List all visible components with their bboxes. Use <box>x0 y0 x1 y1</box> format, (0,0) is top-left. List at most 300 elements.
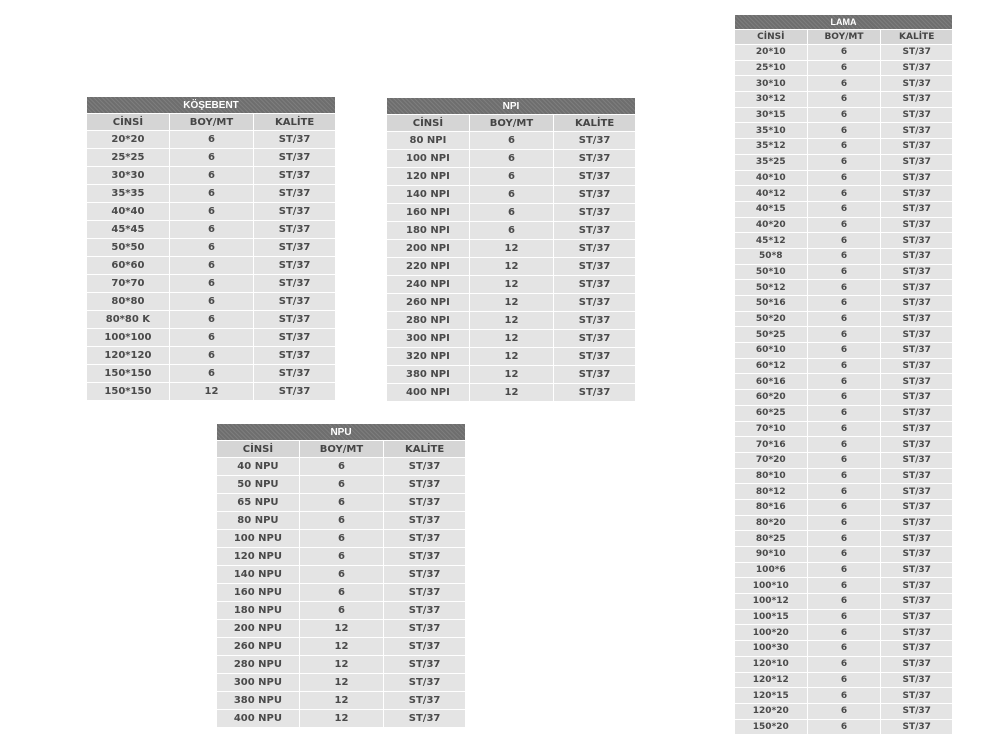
cell-cinsi: 50*20 <box>735 311 807 327</box>
table-row <box>217 565 465 583</box>
cell-kalite: ST/37 <box>553 293 635 311</box>
cell-kalite: ST/37 <box>253 166 335 184</box>
cell-cinsi: 120*120 <box>87 346 169 364</box>
cell-cinsi: 100*6 <box>735 562 807 578</box>
table-row <box>217 511 465 529</box>
cell-boy-mt: 12 <box>299 691 383 709</box>
cell-kalite: ST/37 <box>253 256 335 274</box>
table-row <box>735 703 952 719</box>
cell-boy-mt: 6 <box>807 154 881 170</box>
table-row <box>387 185 635 203</box>
cell-cinsi: 90*10 <box>735 546 807 562</box>
table-row <box>87 256 335 274</box>
cell-kalite: ST/37 <box>880 546 952 562</box>
cell-boy-mt: 6 <box>469 203 553 221</box>
column-header-kalite: KALİTE <box>880 29 952 44</box>
table-row <box>735 358 952 374</box>
table-row <box>387 329 635 347</box>
cell-boy-mt: 12 <box>469 257 553 275</box>
cell-cinsi: 45*12 <box>735 232 807 248</box>
table-row <box>387 149 635 167</box>
cell-kalite: ST/37 <box>383 691 465 709</box>
table-row <box>735 326 952 342</box>
cell-cinsi: 35*35 <box>87 184 169 202</box>
cell-cinsi: 80*16 <box>735 499 807 515</box>
cell-kalite: ST/37 <box>880 593 952 609</box>
cell-boy-mt: 6 <box>469 185 553 203</box>
cell-kalite: ST/37 <box>880 672 952 688</box>
column-header-cinsi: CİNSİ <box>735 29 807 44</box>
cell-boy-mt: 12 <box>469 365 553 383</box>
cell-boy-mt: 6 <box>469 149 553 167</box>
table-row <box>87 220 335 238</box>
cell-kalite: ST/37 <box>880 232 952 248</box>
table-row <box>735 232 952 248</box>
cell-kalite: ST/37 <box>880 107 952 123</box>
cell-cinsi: 70*16 <box>735 436 807 452</box>
cell-kalite: ST/37 <box>880 122 952 138</box>
cell-cinsi: 260 NPI <box>387 293 469 311</box>
cell-boy-mt: 6 <box>807 562 881 578</box>
cell-boy-mt: 6 <box>807 421 881 437</box>
column-header-cinsi: CİNSİ <box>87 113 169 130</box>
cell-boy-mt: 6 <box>169 346 253 364</box>
table-row <box>735 389 952 405</box>
cell-kalite: ST/37 <box>383 493 465 511</box>
cell-kalite: ST/37 <box>880 170 952 186</box>
cell-boy-mt: 12 <box>469 293 553 311</box>
cell-cinsi: 35*10 <box>735 122 807 138</box>
column-header-cinsi: CİNSİ <box>387 114 469 131</box>
cell-kalite: ST/37 <box>383 709 465 727</box>
column-header-boy-mt: BOY/MT <box>169 113 253 130</box>
cell-cinsi: 80*20 <box>735 515 807 531</box>
cell-cinsi: 100*15 <box>735 609 807 625</box>
cell-kalite: ST/37 <box>880 60 952 76</box>
cell-kalite: ST/37 <box>253 346 335 364</box>
table-row <box>87 292 335 310</box>
cell-cinsi: 20*10 <box>735 44 807 60</box>
cell-boy-mt: 12 <box>299 619 383 637</box>
cell-boy-mt: 6 <box>169 256 253 274</box>
cell-boy-mt: 6 <box>169 292 253 310</box>
table-row <box>387 347 635 365</box>
cell-boy-mt: 6 <box>807 122 881 138</box>
cell-boy-mt: 6 <box>807 326 881 342</box>
cell-kalite: ST/37 <box>880 373 952 389</box>
cell-boy-mt: 6 <box>807 719 881 735</box>
cell-kalite: ST/37 <box>880 468 952 484</box>
cell-kalite: ST/37 <box>880 499 952 515</box>
cell-kalite: ST/37 <box>253 328 335 346</box>
cell-boy-mt: 6 <box>807 499 881 515</box>
cell-boy-mt: 6 <box>299 583 383 601</box>
cell-cinsi: 160 NPU <box>217 583 299 601</box>
cell-kalite: ST/37 <box>880 201 952 217</box>
cell-boy-mt: 12 <box>469 383 553 401</box>
table-row <box>217 637 465 655</box>
cell-kalite: ST/37 <box>553 203 635 221</box>
cell-boy-mt: 6 <box>807 436 881 452</box>
cell-kalite: ST/37 <box>880 405 952 421</box>
column-header-cinsi: CİNSİ <box>217 440 299 457</box>
cell-kalite: ST/37 <box>880 264 952 280</box>
table-row <box>217 601 465 619</box>
cell-cinsi: 45*45 <box>87 220 169 238</box>
cell-boy-mt: 6 <box>807 170 881 186</box>
cell-kalite: ST/37 <box>253 220 335 238</box>
cell-cinsi: 50*50 <box>87 238 169 256</box>
table-row <box>735 107 952 123</box>
table-row <box>735 624 952 640</box>
cell-cinsi: 50*8 <box>735 248 807 264</box>
cell-cinsi: 40*40 <box>87 202 169 220</box>
cell-kalite: ST/37 <box>383 601 465 619</box>
table-row <box>387 203 635 221</box>
cell-cinsi: 50*10 <box>735 264 807 280</box>
cell-kalite: ST/37 <box>880 624 952 640</box>
table-row <box>387 365 635 383</box>
cell-boy-mt: 6 <box>807 530 881 546</box>
cell-cinsi: 140 NPU <box>217 565 299 583</box>
cell-boy-mt: 6 <box>807 311 881 327</box>
cell-boy-mt: 6 <box>807 389 881 405</box>
cell-boy-mt: 6 <box>807 358 881 374</box>
table-row <box>387 311 635 329</box>
table-row <box>735 217 952 233</box>
cell-boy-mt: 6 <box>169 328 253 346</box>
cell-cinsi: 30*30 <box>87 166 169 184</box>
cell-kalite: ST/37 <box>253 382 335 400</box>
table-row <box>735 91 952 107</box>
cell-kalite: ST/37 <box>880 483 952 499</box>
cell-cinsi: 200 NPI <box>387 239 469 257</box>
table-row <box>735 311 952 327</box>
cell-cinsi: 80*12 <box>735 483 807 499</box>
cell-boy-mt: 6 <box>807 201 881 217</box>
cell-cinsi: 40*15 <box>735 201 807 217</box>
cell-boy-mt: 6 <box>807 483 881 499</box>
cell-kalite: ST/37 <box>880 421 952 437</box>
table-row <box>735 672 952 688</box>
cell-kalite: ST/37 <box>253 364 335 382</box>
cell-boy-mt: 6 <box>299 511 383 529</box>
table-row <box>87 238 335 256</box>
cell-kalite: ST/37 <box>880 719 952 735</box>
cell-boy-mt: 12 <box>469 239 553 257</box>
table-row <box>735 138 952 154</box>
cell-boy-mt: 6 <box>299 601 383 619</box>
cell-boy-mt: 6 <box>169 184 253 202</box>
cell-cinsi: 25*25 <box>87 148 169 166</box>
cell-cinsi: 100 NPI <box>387 149 469 167</box>
cell-cinsi: 80*10 <box>735 468 807 484</box>
cell-kalite: ST/37 <box>553 149 635 167</box>
cell-kalite: ST/37 <box>553 185 635 203</box>
table-row <box>87 382 335 400</box>
cell-cinsi: 240 NPI <box>387 275 469 293</box>
cell-cinsi: 40 NPU <box>217 457 299 475</box>
cell-kalite: ST/37 <box>253 130 335 148</box>
cell-boy-mt: 12 <box>469 311 553 329</box>
cell-kalite: ST/37 <box>553 383 635 401</box>
cell-boy-mt: 6 <box>169 238 253 256</box>
cell-boy-mt: 6 <box>169 310 253 328</box>
cell-cinsi: 320 NPI <box>387 347 469 365</box>
cell-kalite: ST/37 <box>880 609 952 625</box>
cell-boy-mt: 6 <box>807 232 881 248</box>
cell-kalite: ST/37 <box>880 515 952 531</box>
table-row <box>735 515 952 531</box>
table-title: LAMA <box>735 15 952 29</box>
cell-boy-mt: 12 <box>469 329 553 347</box>
table-title: KÖŞEBENT <box>87 97 335 113</box>
cell-boy-mt: 6 <box>807 624 881 640</box>
table-row <box>217 547 465 565</box>
column-header-kalite: KALİTE <box>383 440 465 457</box>
table-title: NPU <box>217 424 465 440</box>
table-row <box>87 184 335 202</box>
cell-kalite: ST/37 <box>553 329 635 347</box>
cell-cinsi: 70*70 <box>87 274 169 292</box>
cell-boy-mt: 6 <box>299 493 383 511</box>
cell-kalite: ST/37 <box>383 583 465 601</box>
cell-cinsi: 380 NPU <box>217 691 299 709</box>
cell-boy-mt: 12 <box>169 382 253 400</box>
cell-boy-mt: 6 <box>807 546 881 562</box>
table-row <box>735 75 952 91</box>
cell-boy-mt: 6 <box>469 131 553 149</box>
cell-boy-mt: 12 <box>299 709 383 727</box>
cell-kalite: ST/37 <box>880 342 952 358</box>
cell-boy-mt: 6 <box>169 364 253 382</box>
cell-cinsi: 120 NPI <box>387 167 469 185</box>
cell-kalite: ST/37 <box>553 365 635 383</box>
table-row <box>217 619 465 637</box>
cell-kalite: ST/37 <box>880 452 952 468</box>
cell-cinsi: 80 NPI <box>387 131 469 149</box>
cell-kalite: ST/37 <box>553 257 635 275</box>
cell-boy-mt: 6 <box>807 91 881 107</box>
cell-cinsi: 150*20 <box>735 719 807 735</box>
table-row <box>735 546 952 562</box>
cell-kalite: ST/37 <box>880 326 952 342</box>
cell-kalite: ST/37 <box>383 475 465 493</box>
cell-kalite: ST/37 <box>383 511 465 529</box>
cell-cinsi: 80*25 <box>735 530 807 546</box>
table-row <box>87 166 335 184</box>
cell-cinsi: 100*100 <box>87 328 169 346</box>
cell-kalite: ST/37 <box>880 389 952 405</box>
table-row <box>735 640 952 656</box>
table-row <box>735 122 952 138</box>
cell-kalite: ST/37 <box>880 154 952 170</box>
cell-boy-mt: 6 <box>169 220 253 238</box>
table-row <box>87 328 335 346</box>
table-row <box>735 170 952 186</box>
cell-boy-mt: 6 <box>807 75 881 91</box>
cell-kalite: ST/37 <box>880 248 952 264</box>
column-header-boy-mt: BOY/MT <box>299 440 383 457</box>
cell-cinsi: 30*12 <box>735 91 807 107</box>
cell-kalite: ST/37 <box>553 131 635 149</box>
cell-cinsi: 120*12 <box>735 672 807 688</box>
cell-boy-mt: 6 <box>807 295 881 311</box>
cell-kalite: ST/37 <box>253 202 335 220</box>
cell-cinsi: 280 NPI <box>387 311 469 329</box>
cell-kalite: ST/37 <box>880 311 952 327</box>
cell-kalite: ST/37 <box>253 274 335 292</box>
table-row <box>217 655 465 673</box>
cell-cinsi: 60*25 <box>735 405 807 421</box>
table-row <box>87 130 335 148</box>
table-row <box>217 583 465 601</box>
cell-cinsi: 50*16 <box>735 295 807 311</box>
cell-boy-mt: 6 <box>807 640 881 656</box>
cell-boy-mt: 6 <box>807 405 881 421</box>
cell-boy-mt: 12 <box>299 655 383 673</box>
cell-kalite: ST/37 <box>880 138 952 154</box>
cell-cinsi: 300 NPU <box>217 673 299 691</box>
cell-kalite: ST/37 <box>880 44 952 60</box>
npi-table <box>387 98 635 401</box>
cell-cinsi: 40*12 <box>735 185 807 201</box>
cell-boy-mt: 12 <box>469 275 553 293</box>
cell-cinsi: 100 NPU <box>217 529 299 547</box>
cell-boy-mt: 6 <box>807 672 881 688</box>
cell-cinsi: 60*12 <box>735 358 807 374</box>
column-header-kalite: KALİTE <box>553 114 635 131</box>
table-row <box>217 457 465 475</box>
cell-boy-mt: 6 <box>299 529 383 547</box>
table-row <box>217 709 465 727</box>
cell-kalite: ST/37 <box>253 310 335 328</box>
table-row <box>735 530 952 546</box>
table-row <box>735 185 952 201</box>
cell-kalite: ST/37 <box>553 221 635 239</box>
cell-cinsi: 380 NPI <box>387 365 469 383</box>
cell-kalite: ST/37 <box>383 619 465 637</box>
cell-boy-mt: 6 <box>807 248 881 264</box>
table-row <box>735 452 952 468</box>
cell-cinsi: 120*10 <box>735 656 807 672</box>
cell-cinsi: 60*20 <box>735 389 807 405</box>
table-row <box>735 201 952 217</box>
table-row <box>87 274 335 292</box>
cell-kalite: ST/37 <box>383 529 465 547</box>
cell-boy-mt: 6 <box>807 373 881 389</box>
cell-boy-mt: 6 <box>299 457 383 475</box>
column-header-boy-mt: BOY/MT <box>807 29 881 44</box>
cell-cinsi: 100*30 <box>735 640 807 656</box>
cell-kalite: ST/37 <box>253 238 335 256</box>
cell-cinsi: 30*10 <box>735 75 807 91</box>
cell-boy-mt: 6 <box>807 452 881 468</box>
table-row <box>87 364 335 382</box>
cell-cinsi: 300 NPI <box>387 329 469 347</box>
cell-boy-mt: 6 <box>169 130 253 148</box>
table-row <box>217 529 465 547</box>
cell-kalite: ST/37 <box>383 547 465 565</box>
npu-table <box>217 424 465 727</box>
cell-kalite: ST/37 <box>880 703 952 719</box>
table-row <box>735 499 952 515</box>
cell-boy-mt: 6 <box>807 185 881 201</box>
cell-kalite: ST/37 <box>253 292 335 310</box>
cell-kalite: ST/37 <box>253 184 335 202</box>
cell-boy-mt: 6 <box>299 547 383 565</box>
table-row <box>387 167 635 185</box>
cell-cinsi: 280 NPU <box>217 655 299 673</box>
table-row <box>735 248 952 264</box>
table-row <box>387 275 635 293</box>
cell-kalite: ST/37 <box>880 217 952 233</box>
cell-cinsi: 150*150 <box>87 382 169 400</box>
cell-kalite: ST/37 <box>880 577 952 593</box>
cell-kalite: ST/37 <box>880 358 952 374</box>
cell-cinsi: 65 NPU <box>217 493 299 511</box>
cell-cinsi: 60*60 <box>87 256 169 274</box>
cell-cinsi: 220 NPI <box>387 257 469 275</box>
cell-kalite: ST/37 <box>880 562 952 578</box>
cell-cinsi: 180 NPI <box>387 221 469 239</box>
cell-boy-mt: 6 <box>299 565 383 583</box>
table-row <box>735 609 952 625</box>
table-row <box>387 293 635 311</box>
cell-kalite: ST/37 <box>880 279 952 295</box>
table-row <box>387 383 635 401</box>
cell-cinsi: 40*20 <box>735 217 807 233</box>
table-row <box>217 475 465 493</box>
cell-kalite: ST/37 <box>880 640 952 656</box>
cell-boy-mt: 6 <box>469 167 553 185</box>
table-row <box>735 295 952 311</box>
cell-boy-mt: 6 <box>807 593 881 609</box>
lama-table <box>735 15 952 734</box>
table-row <box>735 562 952 578</box>
table-row <box>87 346 335 364</box>
cell-cinsi: 50*25 <box>735 326 807 342</box>
table-row <box>735 154 952 170</box>
cell-kalite: ST/37 <box>553 239 635 257</box>
table-row <box>735 405 952 421</box>
cell-kalite: ST/37 <box>383 637 465 655</box>
cell-boy-mt: 6 <box>299 475 383 493</box>
table-row <box>735 656 952 672</box>
cell-kalite: ST/37 <box>880 91 952 107</box>
cell-boy-mt: 6 <box>807 656 881 672</box>
table-row <box>735 44 952 60</box>
table-row <box>735 593 952 609</box>
table-row <box>87 202 335 220</box>
cell-kalite: ST/37 <box>880 75 952 91</box>
cell-kalite: ST/37 <box>880 295 952 311</box>
table-row <box>387 239 635 257</box>
cell-boy-mt: 6 <box>807 515 881 531</box>
cell-boy-mt: 6 <box>807 138 881 154</box>
cell-kalite: ST/37 <box>880 656 952 672</box>
table-row <box>87 310 335 328</box>
cell-cinsi: 120*15 <box>735 687 807 703</box>
table-row <box>387 131 635 149</box>
cell-kalite: ST/37 <box>253 148 335 166</box>
cell-boy-mt: 6 <box>807 687 881 703</box>
cell-boy-mt: 6 <box>807 264 881 280</box>
cell-boy-mt: 12 <box>299 673 383 691</box>
cell-cinsi: 200 NPU <box>217 619 299 637</box>
table-row <box>217 691 465 709</box>
kosebent-table <box>87 97 335 400</box>
